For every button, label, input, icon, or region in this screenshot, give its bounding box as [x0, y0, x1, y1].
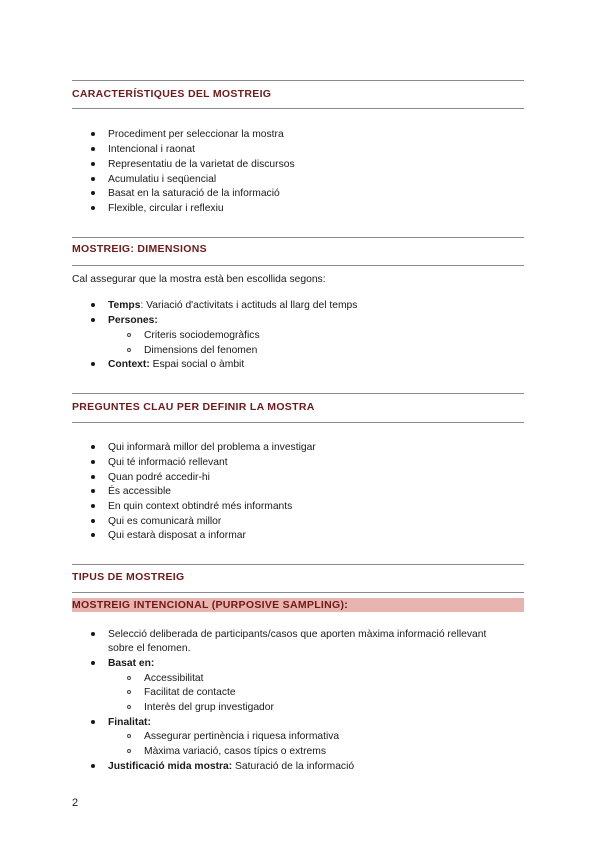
bullet-icon — [91, 632, 95, 636]
term-label: Context: — [108, 359, 150, 370]
circle-bullet-icon — [127, 348, 131, 352]
section-heading-tipus: TIPUS DE MOSTREIG — [72, 571, 185, 583]
circle-bullet-icon — [127, 690, 131, 694]
divider — [72, 265, 524, 266]
subsection-heading-intencional — [72, 598, 524, 612]
sub-list-item: Màxima variació, casos típics o extrems — [144, 746, 326, 757]
bullet-icon — [91, 445, 95, 449]
circle-bullet-icon — [127, 734, 131, 738]
circle-bullet-icon — [127, 705, 131, 709]
list-item — [108, 299, 357, 312]
bullet-icon — [91, 162, 95, 166]
page-number: 2 — [72, 797, 79, 809]
bullet-icon — [91, 362, 95, 366]
list-item — [108, 314, 158, 327]
divider — [72, 108, 524, 109]
bullet-icon — [91, 475, 95, 479]
list-item — [108, 358, 244, 371]
list-item: Representatiu de la varietat de discursos — [108, 159, 295, 170]
bullet-icon — [91, 764, 95, 768]
term-text: Espai social o àmbit — [149, 359, 245, 370]
list-item: Qui té informació rellevant — [108, 457, 228, 468]
list-item: Qui informarà millor del problema a investigar — [108, 442, 316, 453]
list-item — [108, 657, 154, 670]
bullet-icon — [91, 206, 95, 210]
section-heading-preguntes: PREGUNTES CLAU PER DEFINIR LA MOSTRA — [72, 401, 315, 413]
section-heading-caracteristiques: CARACTERÍSTIQUES DEL MOSTREIG — [72, 88, 272, 100]
list-item: En quin context obtindré més informants — [108, 501, 293, 512]
list-item: Qui estarà disposat a informar — [108, 530, 246, 541]
divider — [72, 80, 524, 81]
list-item: Intencional i raonat — [108, 144, 196, 155]
list-item: És accessible — [108, 486, 171, 497]
divider — [72, 237, 524, 238]
divider — [72, 422, 524, 423]
section-heading-dimensions: MOSTREIG: DIMENSIONS — [72, 243, 207, 255]
bullet-icon — [91, 720, 95, 724]
bullet-icon — [91, 147, 95, 151]
divider — [72, 564, 524, 565]
circle-bullet-icon — [127, 749, 131, 753]
sub-list-item: Interès del grup investigador — [144, 702, 274, 713]
list-item: Basat en la saturació de la informació — [108, 188, 280, 199]
sub-list-item: Facilitat de contacte — [144, 687, 236, 698]
list-item: Flexible, circular i reflexiu — [108, 203, 224, 214]
circle-bullet-icon — [127, 676, 131, 680]
list-item: Acumulatiu i seqüencial — [108, 174, 217, 185]
paragraph-intro: Cal assegurar que la mostra està ben escollida segons: — [72, 274, 326, 285]
term-label: Persones: — [108, 315, 158, 326]
bullet-icon — [91, 460, 95, 464]
bullet-icon — [91, 177, 95, 181]
subsection-title: MOSTREIG INTENCIONAL (PURPOSIVE SAMPLING) — [72, 599, 345, 611]
bullet-icon — [91, 504, 95, 508]
bullet-icon — [91, 489, 95, 493]
circle-bullet-icon — [127, 333, 131, 337]
list-item: Qui es comunicarà millor — [108, 516, 222, 527]
list-item — [108, 716, 151, 729]
bullet-icon — [91, 533, 95, 537]
sub-list-item: Dimensions del fenomen — [144, 345, 258, 356]
subsection-colon: : — [344, 599, 349, 611]
bullet-icon — [91, 303, 95, 307]
list-item: Selecció deliberada de participants/casos que aporten màxima informació rellevant — [108, 629, 487, 640]
term-text: Saturació de la informació — [232, 761, 355, 772]
term-text: : Variació d'activitats i actituds al llarg del temps — [140, 300, 358, 311]
sub-list-item: Criteris sociodemogràfics — [144, 330, 260, 341]
list-item-continuation: sobre el fenomen. — [108, 643, 191, 654]
bullet-icon — [91, 132, 95, 136]
bullet-icon — [91, 191, 95, 195]
term-label: Justificació mida mostra: — [108, 761, 233, 772]
bullet-icon — [91, 661, 95, 665]
divider — [72, 592, 524, 593]
list-item: Quan podré accedir-hi — [108, 472, 210, 483]
sub-list-item: Accessibilitat — [144, 673, 204, 684]
sub-list-item: Assegurar pertinència i riquesa informativa — [144, 731, 340, 742]
term-label: Temps — [108, 300, 141, 311]
bullet-icon — [91, 318, 95, 322]
divider — [72, 393, 524, 394]
list-item: Procediment per seleccionar la mostra — [108, 129, 284, 140]
term-label: Finalitat: — [108, 717, 151, 728]
list-item — [108, 760, 354, 773]
term-label: Basat en: — [108, 658, 155, 669]
bullet-icon — [91, 519, 95, 523]
